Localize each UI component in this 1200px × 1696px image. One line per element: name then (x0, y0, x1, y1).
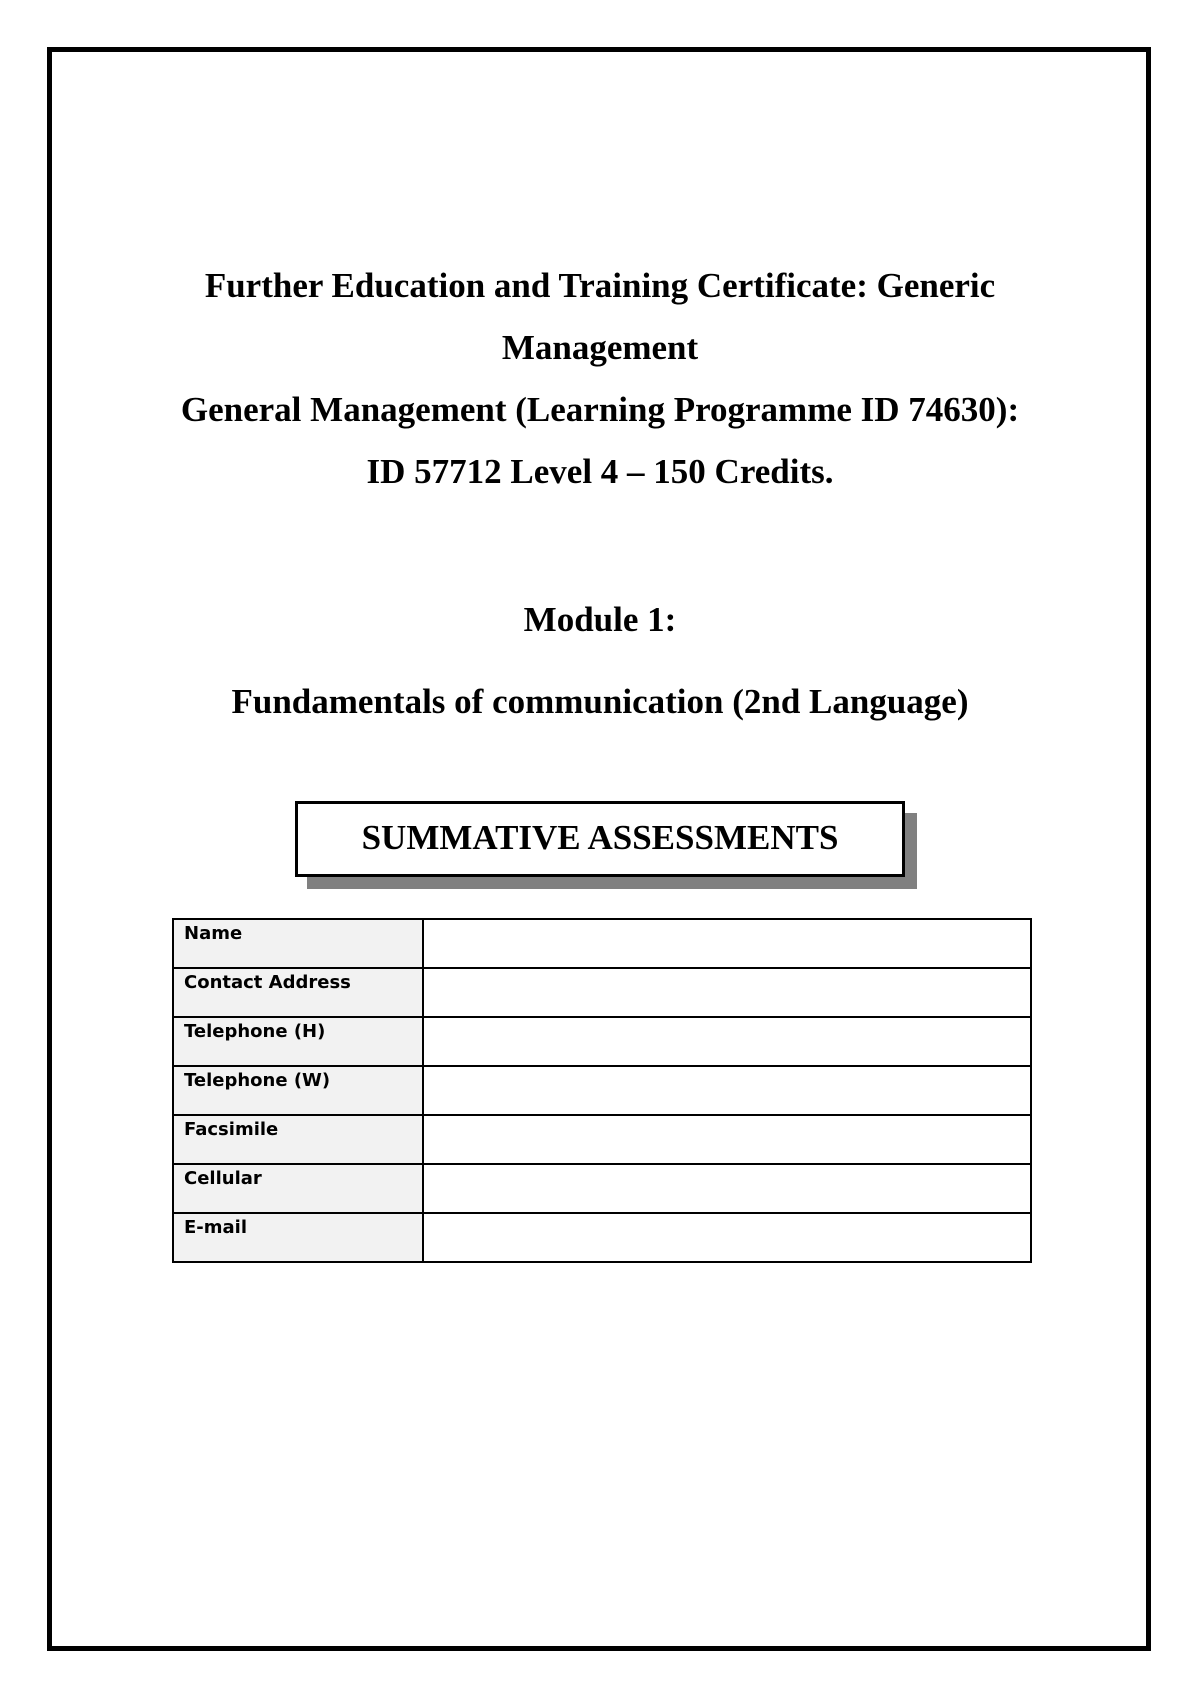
telephone-home-label: Telephone (H) (173, 1017, 423, 1066)
cellular-field[interactable] (423, 1164, 1031, 1213)
title-line-4: ID 57712 Level 4 – 150 Credits. (366, 452, 834, 491)
assessment-banner-label: SUMMATIVE ASSESSMENTS (295, 801, 905, 877)
table-row (173, 968, 1031, 1017)
email-field[interactable] (423, 1213, 1031, 1262)
assessment-banner (295, 801, 905, 877)
telephone-home-field[interactable] (423, 1017, 1031, 1066)
table-row (173, 919, 1031, 968)
table-row (173, 1066, 1031, 1115)
module-label: Module 1: (523, 600, 677, 639)
contact-address-field[interactable] (423, 968, 1031, 1017)
table-row (173, 1115, 1031, 1164)
telephone-work-field[interactable] (423, 1066, 1031, 1115)
module-title: Fundamentals of communication (2nd Language) (231, 682, 969, 721)
table-row (173, 1017, 1031, 1066)
cellular-label: Cellular (173, 1164, 423, 1213)
table-row (173, 1213, 1031, 1262)
telephone-work-label: Telephone (W) (173, 1066, 423, 1115)
contact-details-table (172, 918, 1032, 1263)
facsimile-field[interactable] (423, 1115, 1031, 1164)
title-line-3: General Management (Learning Programme ID 74630): (180, 390, 1020, 429)
facsimile-label: Facsimile (173, 1115, 423, 1164)
name-label: Name (173, 919, 423, 968)
document-title (0, 255, 1200, 503)
title-line-2: Management (501, 328, 699, 367)
contact-address-label: Contact Address (173, 968, 423, 1017)
name-field[interactable] (423, 919, 1031, 968)
email-label: E-mail (173, 1213, 423, 1262)
table-row (173, 1164, 1031, 1213)
title-line-1: Further Education and Training Certificate: Generic (204, 266, 996, 305)
